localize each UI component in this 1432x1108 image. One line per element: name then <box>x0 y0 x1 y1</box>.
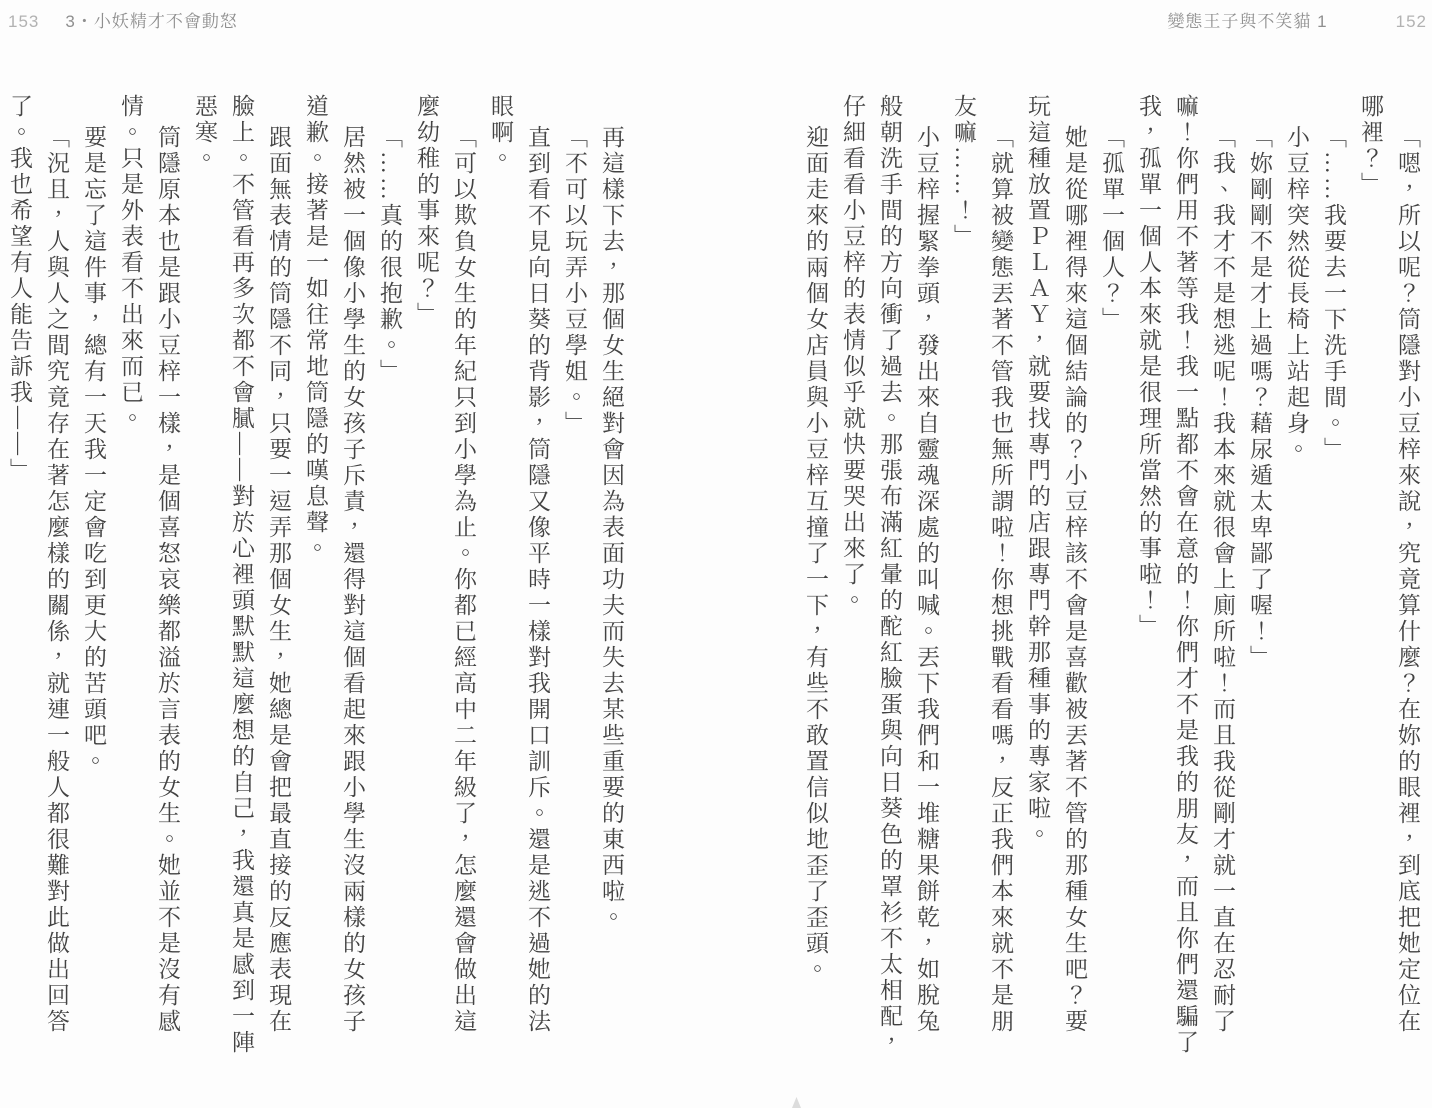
paragraph: 小豆梓握緊拳頭，發出來自靈魂深處的叫喊。丟下我們和一堆糖果餅乾，如脫兔般朝洗手間的方向衝了過去。那張布滿紅暈的酡紅臉蛋與向日葵色的罩衫不太相配，仔細看看小豆梓的表情似乎就快要哭出來了。 <box>840 94 939 1056</box>
page-number-right: 152 <box>1395 12 1427 31</box>
paragraph: 要是忘了這件事，總有一天我一定會吃到更大的苦頭吧。 <box>81 125 106 776</box>
paragraph: 跟面無表情的筒隱不同，只要一逗弄那個女生，她總是會把最直接的反應表現在臉上。不管看再多次都不會膩——對於心裡頭默默這麼想的自己，我還真是感到一陣惡寒。 <box>192 94 291 1056</box>
running-head-right <box>1167 7 1427 32</box>
paragraph: 再這樣下去，那個女生絕對會因為表面功夫而失去某些重要的東西啦。 <box>599 125 624 932</box>
paragraph: 「嗯，所以呢？筒隱對小豆梓來說，究竟算什麼？在妳的眼裡，到底把她定位在哪裡？」 <box>1358 94 1420 1036</box>
paragraph: 「……真的很抱歉。」 <box>377 125 402 386</box>
paragraph: 居然被一個像小學生的女孩子斥責，還得對這個看起來跟小學生沒兩樣的女孩子道歉。接著是一如往常地筒隱的嘆息聲。 <box>303 94 365 1036</box>
running-head-left <box>8 7 238 32</box>
paragraph: 直到看不見向日葵的背影，筒隱又像平時一樣對我開口訓斥。還是逃不過她的法眼啊。 <box>488 94 550 1036</box>
paragraph <box>0 94 1 1056</box>
page-number-left: 153 <box>8 12 40 31</box>
page-right-body-text <box>797 94 1426 1056</box>
paragraph: 「……我要去一下洗手間。」 <box>1321 125 1346 464</box>
paragraph: 「孤單一個人？」 <box>1099 125 1124 334</box>
book-running-title: 變態王子與不笑貓 1 <box>1167 12 1328 31</box>
paragraph: 她是從哪裡得來這個結論的？小豆梓該不會是喜歡被丟著不管的那種女生吧？要玩這種放置ＰＬＡＹ，就要找專門的店跟專門幹那種事的專家啦。 <box>1025 94 1087 1036</box>
paragraph: 迎面走來的兩個女店員與小豆梓互撞了一下，有些不敢置信似地歪了歪頭。 <box>803 125 828 984</box>
chapter-title: 3・小妖精才不會動怒 <box>65 12 238 31</box>
paragraph: 「況且，人與人之間究竟存在著怎麼樣的關係，就連一般人都很難對此做出回答了。我也希望有人能告訴我——」 <box>7 94 69 1036</box>
paragraph: 「我、我才不是想逃呢！我本來就很會上廁所啦！而且我從剛才就一直在忍耐了嘛！你們用不著等我！我一點都不會在意的！你們才不是我的朋友，而且你們還騙了我，孤單一個人本來就是很理所當然的事啦！」 <box>1136 94 1235 1056</box>
paragraph: 「就算被變態丟著不管我也無所謂啦！你想挑戰看看嗎，反正我們本來就不是朋友嘛……！」 <box>951 94 1013 1036</box>
page-left-body-text <box>0 94 630 1056</box>
paragraph: 「不可以玩弄小豆學姐。」 <box>562 125 587 438</box>
paragraph: 小豆梓突然從長椅上站起身。 <box>1284 125 1309 464</box>
paragraph: 筒隱原本也是跟小豆梓一樣，是個喜怒哀樂都溢於言表的女生。她並不是沒有感情。只是外表看不出來而已。 <box>118 94 180 1036</box>
paragraph: 「妳剛剛不是才上過嗎？藉尿遁太卑鄙了喔！」 <box>1247 125 1272 672</box>
page-right <box>716 0 1432 1108</box>
paragraph: 「可以欺負女生的年紀只到小學為止。你都已經高中二年級了，怎麼還會做出這麼幼稚的事來呢？」 <box>414 94 476 1036</box>
